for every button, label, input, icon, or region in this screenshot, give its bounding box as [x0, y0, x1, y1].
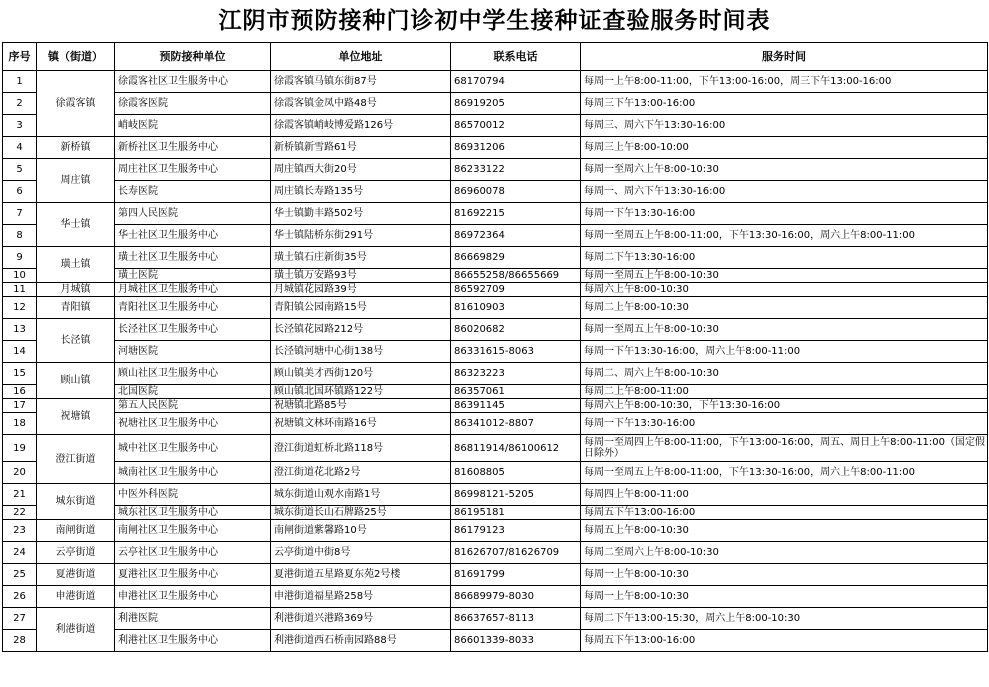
address-cell: 城东街道长山石牌路25号: [271, 506, 451, 520]
row-number: 27: [3, 608, 37, 630]
service-time-cell: 每周一上午8:00-10:30: [581, 586, 988, 608]
town-cell: 云亭街道: [37, 542, 115, 564]
phone-cell: 86669829: [451, 247, 581, 269]
phone-cell: 86357061: [451, 385, 581, 399]
schedule-table: [2, 42, 988, 652]
unit-cell: 祝塘社区卫生服务中心: [115, 413, 271, 435]
address-cell: 祝塘镇北路85号: [271, 399, 451, 413]
phone-cell: 81626707/81626709: [451, 542, 581, 564]
table-row: [3, 586, 988, 608]
table-header-row: [3, 43, 988, 71]
town-cell: 利港街道: [37, 608, 115, 652]
service-time-cell: 每周一、周六下午13:30-16:00: [581, 181, 988, 203]
service-time-cell: 每周二下午13:30-16:00: [581, 247, 988, 269]
header-service-time: 服务时间: [581, 43, 988, 71]
town-cell: 青阳镇: [37, 297, 115, 319]
service-time-cell: 每周三下午13:00-16:00: [581, 93, 988, 115]
town-cell: 周庄镇: [37, 159, 115, 203]
town-cell: 顾山镇: [37, 363, 115, 399]
phone-cell: 86592709: [451, 283, 581, 297]
row-number: 28: [3, 630, 37, 652]
row-number: 18: [3, 413, 37, 435]
table-row: [3, 630, 988, 652]
service-time-cell: 每周二上午8:00-10:30: [581, 297, 988, 319]
service-time-cell: 每周六上午8:00-10:30，下午13:30-16:00: [581, 399, 988, 413]
address-cell: 利港街道兴港路369号: [271, 608, 451, 630]
town-cell: 南闸街道: [37, 520, 115, 542]
unit-cell: 利港社区卫生服务中心: [115, 630, 271, 652]
service-time-cell: 每周一至周五上午8:00-11:00，下午13:30-16:00，周六上午8:00-11:00: [581, 225, 988, 247]
unit-cell: 城南社区卫生服务中心: [115, 462, 271, 484]
table-row: [3, 93, 988, 115]
town-cell: 申港街道: [37, 586, 115, 608]
town-cell: 夏港街道: [37, 564, 115, 586]
table-row: [3, 203, 988, 225]
table-row: [3, 435, 988, 462]
row-number: 22: [3, 506, 37, 520]
phone-cell: 81608805: [451, 462, 581, 484]
table-row: [3, 506, 988, 520]
row-number: 26: [3, 586, 37, 608]
row-number: 12: [3, 297, 37, 319]
unit-cell: 城中社区卫生服务中心: [115, 435, 271, 462]
row-number: 3: [3, 115, 37, 137]
row-number: 5: [3, 159, 37, 181]
service-time-cell: 每周五下午13:00-16:00: [581, 506, 988, 520]
service-time-cell: 每周一上午8:00-11:00，下午13:00-16:00，周三下午13:00-16:00: [581, 71, 988, 93]
service-time-cell: 每周四上午8:00-11:00: [581, 484, 988, 506]
phone-cell: 86601339-8033: [451, 630, 581, 652]
town-cell: 祝塘镇: [37, 399, 115, 435]
phone-cell: 86811914/86100612: [451, 435, 581, 462]
table-row: [3, 115, 988, 137]
unit-cell: 新桥社区卫生服务中心: [115, 137, 271, 159]
phone-cell: 86960078: [451, 181, 581, 203]
table-row: [3, 341, 988, 363]
address-cell: 云亭街道中街8号: [271, 542, 451, 564]
header-unit: 预防接种单位: [115, 43, 271, 71]
table-row: [3, 283, 988, 297]
table-row: [3, 363, 988, 385]
table-row: [3, 319, 988, 341]
address-cell: 顾山镇北国环镇路122号: [271, 385, 451, 399]
phone-cell: 81610903: [451, 297, 581, 319]
address-cell: 申港街道福星路258号: [271, 586, 451, 608]
row-number: 2: [3, 93, 37, 115]
unit-cell: 城东社区卫生服务中心: [115, 506, 271, 520]
address-cell: 华士镇陆桥东街291号: [271, 225, 451, 247]
row-number: 11: [3, 283, 37, 297]
unit-cell: 北国医院: [115, 385, 271, 399]
unit-cell: 峭岐医院: [115, 115, 271, 137]
unit-cell: 周庄社区卫生服务中心: [115, 159, 271, 181]
address-cell: 徐霞客镇马镇东街87号: [271, 71, 451, 93]
row-number: 1: [3, 71, 37, 93]
unit-cell: 徐霞客医院: [115, 93, 271, 115]
unit-cell: 长泾社区卫生服务中心: [115, 319, 271, 341]
unit-cell: 顾山社区卫生服务中心: [115, 363, 271, 385]
phone-cell: 86931206: [451, 137, 581, 159]
address-cell: 徐霞客镇峭岐博爱路126号: [271, 115, 451, 137]
address-cell: 夏港街道五星路夏东苑2号楼: [271, 564, 451, 586]
row-number: 20: [3, 462, 37, 484]
service-time-cell: 每周一至周五上午8:00-11:00，下午13:30-16:00，周六上午8:00-11:00: [581, 462, 988, 484]
phone-cell: 81691799: [451, 564, 581, 586]
address-cell: 长泾镇花园路212号: [271, 319, 451, 341]
town-cell: 长泾镇: [37, 319, 115, 363]
unit-cell: 第四人民医院: [115, 203, 271, 225]
phone-cell: 86998121-5205: [451, 484, 581, 506]
service-time-cell: 每周二上午8:00-11:00: [581, 385, 988, 399]
service-time-cell: 每周一至周四上午8:00-11:00，下午13:00-16:00，周五、周日上午8:00-11:00（国定假日除外）: [581, 435, 988, 462]
row-number: 8: [3, 225, 37, 247]
address-cell: 周庄镇长寿路135号: [271, 181, 451, 203]
address-cell: 璜土镇万安路93号: [271, 269, 451, 283]
row-number: 19: [3, 435, 37, 462]
phone-cell: 86020682: [451, 319, 581, 341]
row-number: 15: [3, 363, 37, 385]
table-row: [3, 247, 988, 269]
address-cell: 璜土镇石庄新街35号: [271, 247, 451, 269]
table-row: [3, 462, 988, 484]
table-row: [3, 608, 988, 630]
table-row: [3, 181, 988, 203]
address-cell: 新桥镇新雪路61号: [271, 137, 451, 159]
row-number: 23: [3, 520, 37, 542]
table-row: [3, 484, 988, 506]
unit-cell: 河塘医院: [115, 341, 271, 363]
service-time-cell: 每周二下午13:00-15:30，周六上午8:00-10:30: [581, 608, 988, 630]
row-number: 25: [3, 564, 37, 586]
table-row: [3, 269, 988, 283]
table-row: [3, 542, 988, 564]
header-no: 序号: [3, 43, 37, 71]
address-cell: 祝塘镇文林环南路16号: [271, 413, 451, 435]
town-cell: 徐霞客镇: [37, 71, 115, 137]
row-number: 6: [3, 181, 37, 203]
row-number: 16: [3, 385, 37, 399]
address-cell: 澄江街道虹桥北路118号: [271, 435, 451, 462]
service-time-cell: 每周一下午13:30-16:00: [581, 413, 988, 435]
unit-cell: 利港医院: [115, 608, 271, 630]
phone-cell: 86331615-8063: [451, 341, 581, 363]
unit-cell: 中医外科医院: [115, 484, 271, 506]
address-cell: 青阳镇公园南路15号: [271, 297, 451, 319]
phone-cell: 68170794: [451, 71, 581, 93]
address-cell: 徐霞客镇金凤中路48号: [271, 93, 451, 115]
table-row: [3, 413, 988, 435]
service-time-cell: 每周一至周五上午8:00-10:30: [581, 319, 988, 341]
town-cell: 月城镇: [37, 283, 115, 297]
unit-cell: 徐霞客社区卫生服务中心: [115, 71, 271, 93]
table-row: [3, 399, 988, 413]
phone-cell: 86341012-8807: [451, 413, 581, 435]
header-address: 单位地址: [271, 43, 451, 71]
table-row: [3, 71, 988, 93]
row-number: 24: [3, 542, 37, 564]
row-number: 21: [3, 484, 37, 506]
unit-cell: 长寿医院: [115, 181, 271, 203]
service-time-cell: 每周二至周六上午8:00-10:30: [581, 542, 988, 564]
page-title: 江阴市预防接种门诊初中学生接种证查验服务时间表: [218, 8, 771, 34]
service-time-cell: 每周一下午13:30-16:00，周六上午8:00-11:00: [581, 341, 988, 363]
town-cell: 新桥镇: [37, 137, 115, 159]
service-time-cell: 每周六上午8:00-10:30: [581, 283, 988, 297]
table-row: [3, 385, 988, 399]
service-time-cell: 每周二、周六上午8:00-10:30: [581, 363, 988, 385]
header-town: 镇（街道）: [37, 43, 115, 71]
row-number: 4: [3, 137, 37, 159]
header-phone: 联系电话: [451, 43, 581, 71]
unit-cell: 申港社区卫生服务中心: [115, 586, 271, 608]
table-row: [3, 225, 988, 247]
service-time-cell: 每周五上午8:00-10:30: [581, 520, 988, 542]
address-cell: 利港街道西石桥南园路88号: [271, 630, 451, 652]
unit-cell: 璜土医院: [115, 269, 271, 283]
unit-cell: 华士社区卫生服务中心: [115, 225, 271, 247]
service-time-cell: 每周五下午13:00-16:00: [581, 630, 988, 652]
service-time-cell: 每周一上午8:00-10:30: [581, 564, 988, 586]
phone-cell: 86655258/86655669: [451, 269, 581, 283]
table-row: [3, 564, 988, 586]
address-cell: 长泾镇河塘中心街138号: [271, 341, 451, 363]
town-cell: 城东街道: [37, 484, 115, 520]
town-cell: 华士镇: [37, 203, 115, 247]
town-cell: 澄江街道: [37, 435, 115, 484]
phone-cell: 86919205: [451, 93, 581, 115]
address-cell: 华士镇勤丰路502号: [271, 203, 451, 225]
phone-cell: 86195181: [451, 506, 581, 520]
phone-cell: 86233122: [451, 159, 581, 181]
unit-cell: 云亭社区卫生服务中心: [115, 542, 271, 564]
unit-cell: 月城社区卫生服务中心: [115, 283, 271, 297]
service-time-cell: 每周一至周五上午8:00-10:30: [581, 269, 988, 283]
service-time-cell: 每周一至周六上午8:00-10:30: [581, 159, 988, 181]
unit-cell: 夏港社区卫生服务中心: [115, 564, 271, 586]
phone-cell: 86570012: [451, 115, 581, 137]
row-number: 9: [3, 247, 37, 269]
phone-cell: 86391145: [451, 399, 581, 413]
address-cell: 周庄镇西大街20号: [271, 159, 451, 181]
phone-cell: 86689979-8030: [451, 586, 581, 608]
phone-cell: 86323223: [451, 363, 581, 385]
service-time-cell: 每周一下午13:30-16:00: [581, 203, 988, 225]
service-time-cell: 每周三、周六下午13:30-16:00: [581, 115, 988, 137]
address-cell: 南闸街道紫馨路10号: [271, 520, 451, 542]
row-number: 10: [3, 269, 37, 283]
phone-cell: 86972364: [451, 225, 581, 247]
address-cell: 月城镇花园路39号: [271, 283, 451, 297]
row-number: 13: [3, 319, 37, 341]
phone-cell: 86637657-8113: [451, 608, 581, 630]
table-row: [3, 159, 988, 181]
row-number: 7: [3, 203, 37, 225]
town-cell: 璜土镇: [37, 247, 115, 283]
row-number: 17: [3, 399, 37, 413]
address-cell: 澄江街道花北路2号: [271, 462, 451, 484]
unit-cell: 璜土社区卫生服务中心: [115, 247, 271, 269]
row-number: 14: [3, 341, 37, 363]
table-row: [3, 520, 988, 542]
phone-cell: 86179123: [451, 520, 581, 542]
table-row: [3, 137, 988, 159]
table-row: [3, 297, 988, 319]
address-cell: 顾山镇美才西街120号: [271, 363, 451, 385]
address-cell: 城东街道山观水南路1号: [271, 484, 451, 506]
phone-cell: 81692215: [451, 203, 581, 225]
unit-cell: 青阳社区卫生服务中心: [115, 297, 271, 319]
unit-cell: 南闸社区卫生服务中心: [115, 520, 271, 542]
unit-cell: 第五人民医院: [115, 399, 271, 413]
service-time-cell: 每周三上午8:00-10:00: [581, 137, 988, 159]
table-body: [3, 71, 988, 652]
